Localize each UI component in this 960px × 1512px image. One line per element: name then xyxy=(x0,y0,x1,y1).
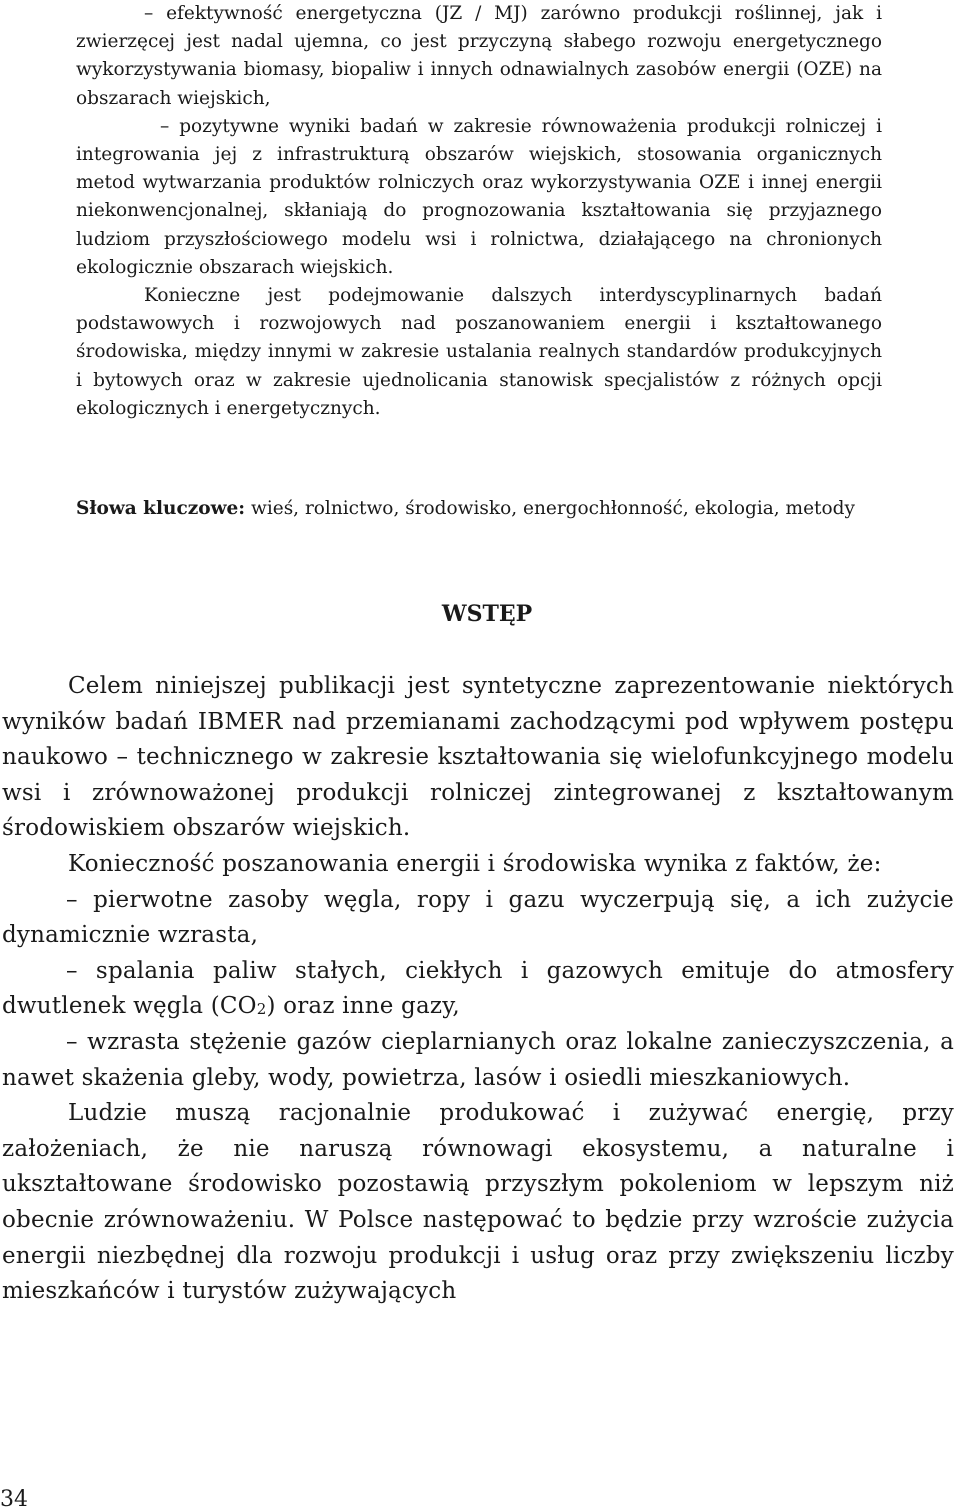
body-paragraph-1: Celem niniejszej publikacji jest syntetyczne zaprezentowanie niektórych wyników badań IBMER nad przemianami zachodzącymi pod wpływem postępu naukowo – technicznego w zakresie kształtowania się wielofunkcyjnego modelu wsi i zrównoważonej produkcji rolniczej zintegrowanej z kształtowanym środowiskiem obszarów wiejskich. xyxy=(2,673,954,842)
co2-subscript: 2 xyxy=(256,1000,267,1019)
body-list-item-2 xyxy=(2,954,954,1025)
main-text xyxy=(2,669,954,1310)
abstract-paragraph-3: Konieczne jest podejmowanie dalszych interdyscyplinarnych badań podstawowych i rozwojowych nad poszanowaniem energii i kształtowanego środowiska, między innymi w zakresie ustalania realnych standardów produkcyjnych i bytowych oraz w zakresie ujednolicania stanowisk specjalistów z różnych opcji ekologicznych i energetycznych. xyxy=(76,285,882,419)
body-list-item-1: – pierwotne zasoby węgla, ropy i gazu wyczerpują się, a ich zużycie dynamicznie wzrasta, xyxy=(2,886,954,949)
body-list-item-3: – wzrasta stężenie gazów cieplarnianych oraz lokalne zanieczyszczenia, a nawet skażenia gleby, wody, powietrza, lasów i osiedli mieszkaniowych. xyxy=(2,1028,954,1091)
body-list-item-2-text-b: ) oraz inne gazy, xyxy=(266,993,460,1020)
body-list-item-2-text-a: – spalania paliw stałych, ciekłych i gazowych emituje do atmosfery dwutlenek węgla (CO xyxy=(2,957,954,1020)
keywords xyxy=(76,494,882,524)
keywords-text: wieś, rolnictwo, środowisko, energochłonność, ekologia, metody xyxy=(245,498,855,519)
page-number: 34 xyxy=(0,1487,28,1512)
body-paragraph-2: Konieczność poszanowania energii i środowiska wynika z faktów, że: xyxy=(68,850,882,877)
body-paragraph-3: Ludzie muszą racjonalnie produkować i zużywać energię, przy założeniach, że nie naruszą równowagi ekosystemu, a naturalne i ukształtowane środowisko pozostawią przyszłym pokoleniom w lepszym niż obecnie zrównoważeniu. W Polsce następować to będzie przy wzroście zużycia energii niezbędnej dla rozwoju produkcji i usług oraz przy zwiększeniu liczby mieszkańców i turystów zużywających xyxy=(2,1100,954,1305)
section-heading: WSTĘP xyxy=(441,601,533,627)
keywords-label: Słowa kluczowe: xyxy=(76,498,246,519)
abstract-paragraph-2: – pozytywne wyniki badań w zakresie równoważenia produkcji rolniczej i integrowania jej z infrastrukturą obszarów wiejskich, stosowania organicznych metod wytwarzania produktów rolniczych oraz wykorzystywania OZE i innej energii niekonwencjonalnej, skłaniają do prognozowania kształtowania się przyjaznego ludziom przyszłościowego modelu wsi i rolnictwa, działającego na chronionych ekologicznie obszarach wiejskich. xyxy=(76,115,882,278)
abstract-paragraph-1: – efektywność energetyczna (JZ / MJ) zarówno produkcji roślinnej, jak i zwierzęcej jest nadal ujemna, co jest przyczyną słabego rozwoju energetycznego wykorzystywania biomasy, biopaliw i innych odnawialnych zasobów energii (OZE) na obszarach wiejskich, xyxy=(76,3,882,109)
abstract-section xyxy=(76,0,882,423)
